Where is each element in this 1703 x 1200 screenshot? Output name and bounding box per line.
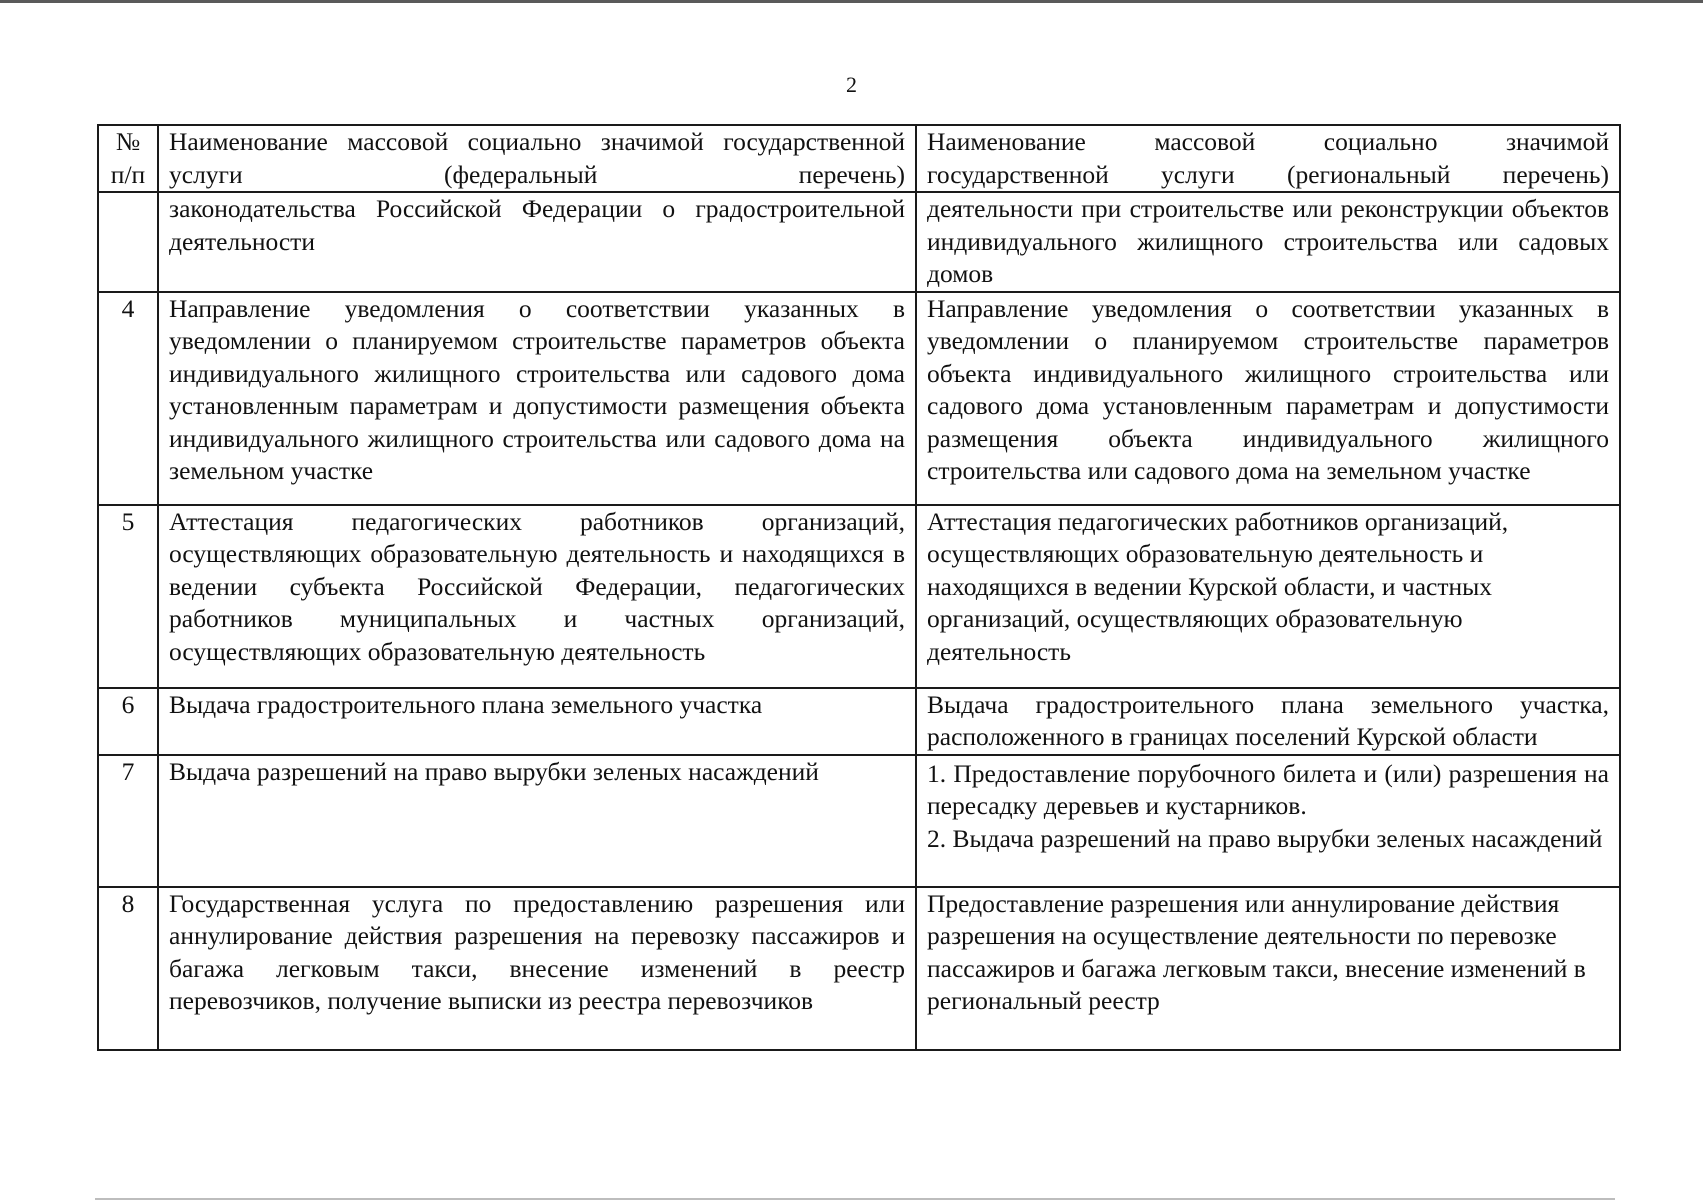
row-num: 7 (98, 755, 158, 887)
row-federal: Аттестация педагогических работников организаций, осуществляющих образовательную деятельность и находящихся в ведении субъекта Российской Федерации, педагогических работников муниципальных и частных организаций, осуществляющих образовательную деятельность (158, 505, 916, 688)
header-federal: Наименование массовой социально значимой государственной услуги (федеральный перечень) (158, 125, 916, 192)
regional-list-item: 2. Выдача разрешений на право вырубки зеленых насаждений (927, 823, 1603, 853)
table-row (98, 688, 1620, 755)
row-federal: законодательства Российской Федерации о градостроительной деятельности (158, 192, 916, 292)
table-row (98, 292, 1620, 505)
row-regional: Предоставление разрешения или аннулирование действия разрешения на осуществление деятельности по перевозке пассажиров и багажа легковым такси, внесение изменений в региональный реестр (916, 887, 1620, 1050)
row-federal: Выдача градостроительного плана земельного участка (158, 688, 916, 755)
row-federal: Выдача разрешений на право вырубки зеленых насаждений (158, 755, 916, 887)
row-num: 8 (98, 887, 158, 1050)
row-regional: Направление уведомления о соответствии указанных в уведомлении о планируемом строительстве параметров объекта индивидуального жилищного строительства или садового дома установленным параметрам и допустимости размещения объекта индивидуального жилищного строительства или садового дома на земельном участке (916, 292, 1620, 505)
table-header-row (98, 125, 1620, 192)
table-row (98, 887, 1620, 1050)
row-federal: Направление уведомления о соответствии указанных в уведомлении о планируемом строительстве параметров объекта индивидуального жилищного строительства или садового дома установленным параметрам и допустимости размещения объекта индивидуального жилищного строительства или садового дома на земельном участке (158, 292, 916, 505)
table-row (98, 192, 1620, 292)
row-num: 6 (98, 688, 158, 755)
header-num: № п/п (98, 125, 158, 192)
header-regional: Наименование массовой социально значимой государственной услуги (региональный перечень) (916, 125, 1620, 192)
regional-list-item: 1. Предоставление порубочного билета и (или) разрешения на пересадку деревьев и кустарников. (927, 758, 1609, 820)
services-table (97, 124, 1621, 1051)
row-regional: Аттестация педагогических работников организаций, осуществляющих образовательную деятельность и находящихся в ведении Курской области, и частных организаций, осуществляющих образовательную деятельность (916, 505, 1620, 688)
scan-edge-top (0, 0, 1703, 3)
row-federal: Государственная услуга по предоставлению разрешения или аннулирование действия разрешения на перевозку пассажиров и багажа легковым такси, внесение изменений в реестр перевозчиков, получение выписки из реестра перевозчиков (158, 887, 916, 1050)
row-regional-list (916, 755, 1620, 887)
row-regional: Выдача градостроительного плана земельного участка, расположенного в границах поселений Курской области (916, 688, 1620, 755)
table-row (98, 755, 1620, 887)
page-number: 2 (846, 72, 857, 97)
row-num: 4 (98, 292, 158, 505)
row-num (98, 192, 158, 292)
row-num: 5 (98, 505, 158, 688)
table-row (98, 505, 1620, 688)
row-regional: деятельности при строительстве или реконструкции объектов индивидуального жилищного строительства или садовых домов (916, 192, 1620, 292)
